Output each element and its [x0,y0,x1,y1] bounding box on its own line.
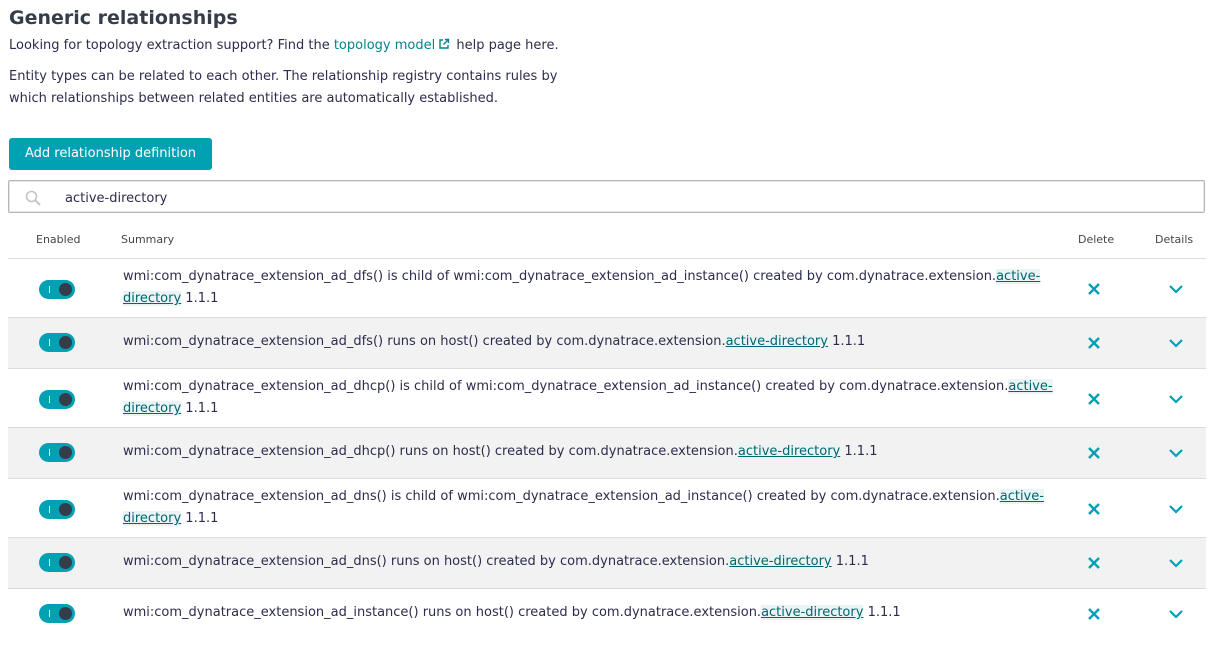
close-icon[interactable] [1086,391,1102,407]
intro-text [9,38,559,53]
column-header-delete: Delete [1078,233,1115,246]
enabled-toggle[interactable] [39,280,75,299]
table-header [0,226,1216,258]
intro-before: Looking for topology extraction support? Find the [9,38,334,53]
row-summary: wmi:com_dynatrace_extension_ad_dns() is child of wmi:com_dynatrace_extension_ad_instance() created by com.dynatrace.extension.active-directory 1.1.1 [123,489,1044,526]
row-summary: wmi:com_dynatrace_extension_ad_dhcp() is child of wmi:com_dynatrace_extension_ad_instance() created by com.dynatrace.extension.active-directory 1.1.1 [123,379,1053,416]
chevron-down-icon[interactable] [1168,501,1184,517]
chevron-down-icon[interactable] [1168,555,1184,571]
table-row [8,258,1206,317]
row-summary: wmi:com_dynatrace_extension_ad_dfs() runs on host() created by com.dynatrace.extension.active-directory 1.1.1 [123,334,866,349]
search-box[interactable] [8,180,1205,213]
row-summary: wmi:com_dynatrace_extension_ad_instance() runs on host() created by com.dynatrace.extension.active-directory 1.1.1 [123,605,901,620]
topology-model-link[interactable]: topology model [333,38,436,53]
search-match: active-directory [729,554,832,569]
relationship-table [8,258,1206,639]
chevron-down-icon[interactable] [1168,335,1184,351]
table-row [8,478,1206,537]
enabled-toggle[interactable] [39,553,75,572]
search-match: active-directory [123,489,1044,526]
external-link-icon[interactable] [438,38,450,50]
intro-after: help page here. [452,38,559,53]
search-match: active-directory [725,334,828,349]
enabled-toggle[interactable] [39,333,75,352]
search-icon [25,190,41,206]
close-icon[interactable] [1086,501,1102,517]
enabled-toggle[interactable] [39,500,75,519]
close-icon[interactable] [1086,555,1102,571]
column-header-summary: Summary [121,233,175,246]
row-summary: wmi:com_dynatrace_extension_ad_dhcp() runs on host() created by com.dynatrace.extension.active-directory 1.1.1 [123,444,878,459]
search-match: active-directory [761,605,864,620]
search-match: active-directory [123,269,1041,306]
add-relationship-button[interactable]: Add relationship definition [9,138,212,170]
table-row [8,427,1206,478]
column-header-enabled: Enabled [36,233,81,246]
chevron-down-icon[interactable] [1168,281,1184,297]
page-title: Generic relationships [9,7,238,29]
search-input[interactable] [63,185,1197,211]
table-row [8,317,1206,368]
chevron-down-icon[interactable] [1168,606,1184,622]
table-row [8,588,1206,639]
enabled-toggle[interactable] [39,390,75,409]
column-header-details: Details [1155,233,1194,246]
close-icon[interactable] [1086,445,1102,461]
close-icon[interactable] [1086,335,1102,351]
enabled-toggle[interactable] [39,443,75,462]
table-row [8,368,1206,427]
chevron-down-icon[interactable] [1168,445,1184,461]
description-text: Entity types can be related to each other. The relationship registry contains rules by which relationships between related entities are automatically established. [9,69,558,106]
chevron-down-icon[interactable] [1168,391,1184,407]
close-icon[interactable] [1086,281,1102,297]
search-match: active-directory [123,379,1053,416]
row-summary: wmi:com_dynatrace_extension_ad_dfs() is child of wmi:com_dynatrace_extension_ad_instance() created by com.dynatrace.extension.active-directory 1.1.1 [123,269,1041,306]
close-icon[interactable] [1086,606,1102,622]
search-match: active-directory [737,444,841,459]
row-summary: wmi:com_dynatrace_extension_ad_dns() runs on host() created by com.dynatrace.extension.active-directory 1.1.1 [123,554,869,569]
table-row [8,537,1206,588]
enabled-toggle[interactable] [39,604,75,623]
